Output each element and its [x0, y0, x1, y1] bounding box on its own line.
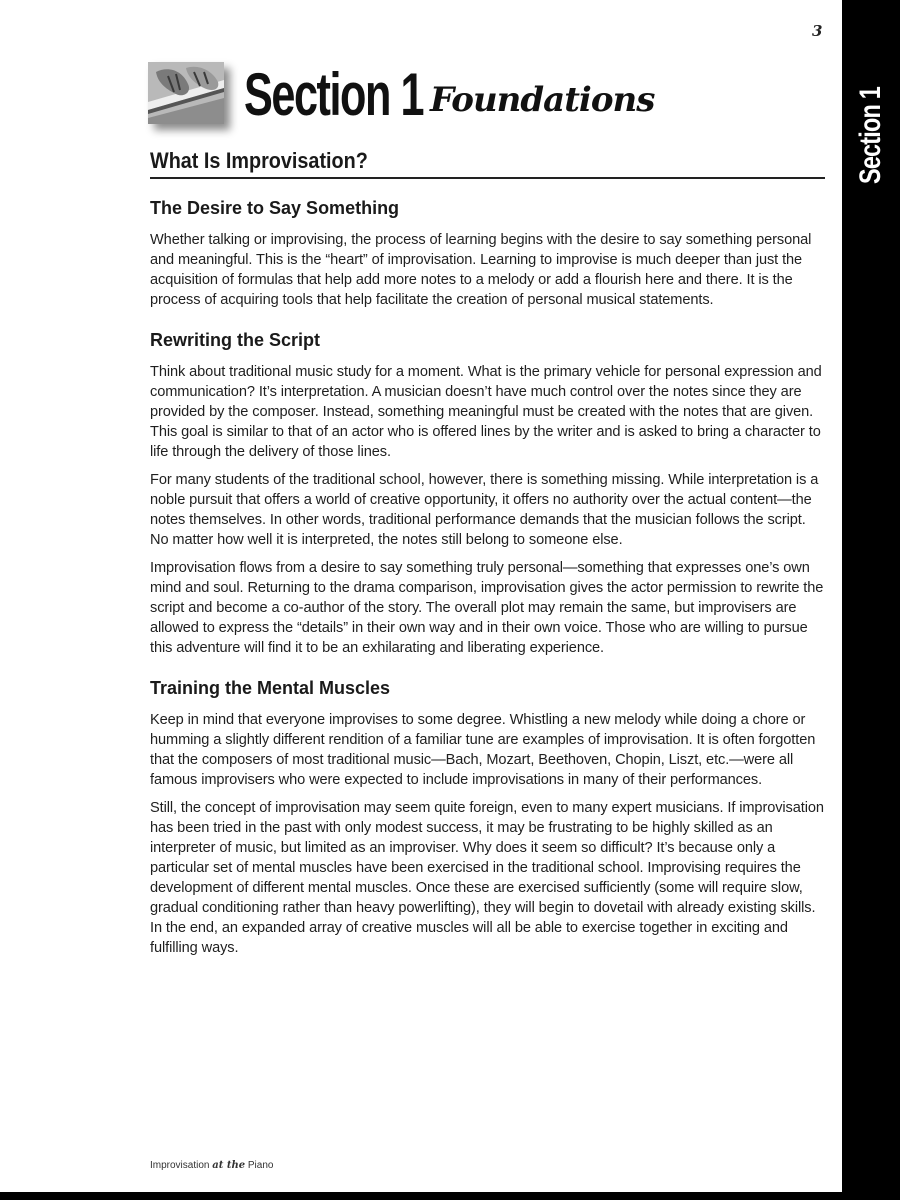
page-number: 3 [812, 22, 823, 40]
section-subtitle: Foundations [430, 80, 655, 120]
paragraph: For many students of the traditional school, however, there is something missing. While interpretation is a noble pursuit that offers a world of creative opportunity, it offers no authority over the actual content—the notes themselves. In other words, traditional performance demands that the musician follows the script. No matter how well it is interpreted, the notes still belong to someone else. [150, 472, 819, 548]
paragraph: Keep in mind that everyone improvises to some degree. Whistling a new melody while doing a chore or humming a slightly different rendition of a familiar tune are examples of improvisation. It is often forgotten that the composers of most traditional music—Bach, Mozart, Beethoven, Chopin, Liszt, etc.—were all famous improvisers who were expected to include improvisations in many of their performances. [150, 712, 816, 788]
page-title: What Is Improvisation? [150, 148, 368, 173]
title-rule [150, 177, 825, 179]
paragraph: Think about traditional music study for a moment. What is the primary vehicle for personal expression and communication? It’s interpretation. A musician doesn’t have much control over the notes since they are provided by the composer. Instead, something meaningful must be created with the notes that are given. This goal is similar to that of an actor who is offered lines by the writer and is asked to bring a character to life through the delivery of those lines. [150, 364, 822, 460]
main-content [150, 196, 826, 976]
section-heading: Training the Mental Muscles [150, 678, 391, 698]
footer-title-part1: Improvisation [150, 1160, 210, 1171]
piano-hands-illustration [148, 62, 224, 124]
page-footer [150, 1160, 273, 1171]
piano-hands-photo [148, 62, 224, 124]
side-tab-label: Section 1 [854, 86, 887, 184]
paragraph: Whether talking or improvising, the process of learning begins with the desire to say something personal and meaningful. This is the “heart” of improvisation. Learning to improvise is much deeper than just the acquisition of formulas that help add more notes to a melody or add a flourish here and there. It is the process of acquiring tools that help facilitate the creation of personal musical statements. [150, 232, 812, 308]
section-side-tab [842, 0, 900, 1200]
section-desire [150, 196, 826, 310]
section-rewriting [150, 328, 826, 658]
bottom-bar [0, 1192, 842, 1200]
section-heading: The Desire to Say Something [150, 198, 400, 218]
footer-title-part2: at the [212, 1160, 246, 1171]
section-heading: Rewriting the Script [150, 330, 321, 350]
section-label: Section 1 [244, 61, 424, 128]
paragraph: Still, the concept of improvisation may seem quite foreign, even to many expert musicians. If improvisation has been tried in the past with only modest success, it may be frustrating to be highly skilled as an interpreter of music, but limited as an improviser. Why does it seem so difficult? It’s because only a particular set of mental muscles have been exercised in the traditional school. Improvising requires the development of different mental muscles. Once these are exercised sufficiently (some will require slow, gradual conditioning rather than heavy powerlifting), they will begin to dovetail with already existing skills. In the end, an expanded array of creative muscles will all be able to exercise together in exciting and fulfilling ways. [150, 800, 824, 956]
paragraph: Improvisation flows from a desire to say something truly personal—something that expresses one’s own mind and soul. Returning to the drama comparison, improvisation gives the actor permission to rewrite the script and become a co-author of the story. The overall plot may remain the same, but improvisers are allowed to express the “details” in their own way and in their own voice. Those who are willing to pursue this adventure will find it to be an exhilarating and liberating experience. [150, 560, 824, 656]
footer-title-part3: Piano [247, 1160, 274, 1171]
section-training [150, 676, 826, 958]
